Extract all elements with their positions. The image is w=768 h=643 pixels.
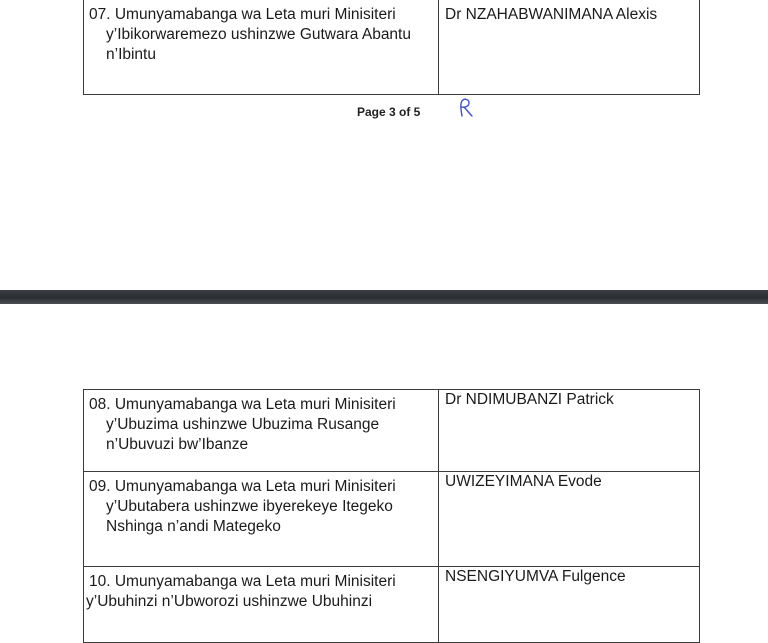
role-text-continued: y’Ibikorwaremezo ushinzwe Gutwara Abantu n’Ibintu — [106, 26, 411, 63]
role-text: 08. Umunyamabanga wa Leta muri Minisiteri — [89, 396, 396, 413]
handwritten-initials-icon — [455, 97, 475, 119]
document-page-4 — [0, 304, 768, 628]
role-text: 07. Umunyamabanga wa Leta muri Minisiteri — [89, 6, 396, 23]
role-text-continued: y’Ubuzima ushinzwe Ubuzima Rusange n’Ubuvuzi bw’Ibanze — [106, 416, 380, 453]
role-text-continued: y’Ubuhinzi n’Ubworozi ushinzwe Ubuhinzi — [86, 593, 373, 610]
appointments-table — [83, 0, 700, 95]
name-cell: Dr NZAHABWANIMANA Alexis — [439, 0, 700, 95]
role-text: 10. Umunyamabanga wa Leta muri Minisiteri — [89, 573, 396, 590]
role-cell — [84, 472, 439, 567]
role-cell — [84, 567, 439, 643]
name-cell: UWIZEYIMANA Evode — [439, 472, 700, 567]
role-cell — [84, 0, 439, 95]
table-row — [84, 472, 700, 567]
table-row — [84, 567, 700, 643]
appointments-table — [83, 389, 700, 643]
table-row — [84, 0, 700, 95]
role-text: 09. Umunyamabanga wa Leta muri Minisiteri — [89, 478, 396, 495]
document-page-3 — [0, 0, 768, 290]
page-divider — [0, 290, 768, 304]
role-text-continued: y’Ubutabera ushinzwe ibyerekeye Itegeko Nshinga n’andi Mategeko — [106, 498, 393, 535]
name-cell: Dr NDIMUBANZI Patrick — [439, 390, 700, 472]
page-number: Page 3 of 5 — [357, 105, 421, 119]
role-cell — [84, 390, 439, 472]
table-row — [84, 390, 700, 472]
name-cell: NSENGIYUMVA Fulgence — [439, 567, 700, 643]
